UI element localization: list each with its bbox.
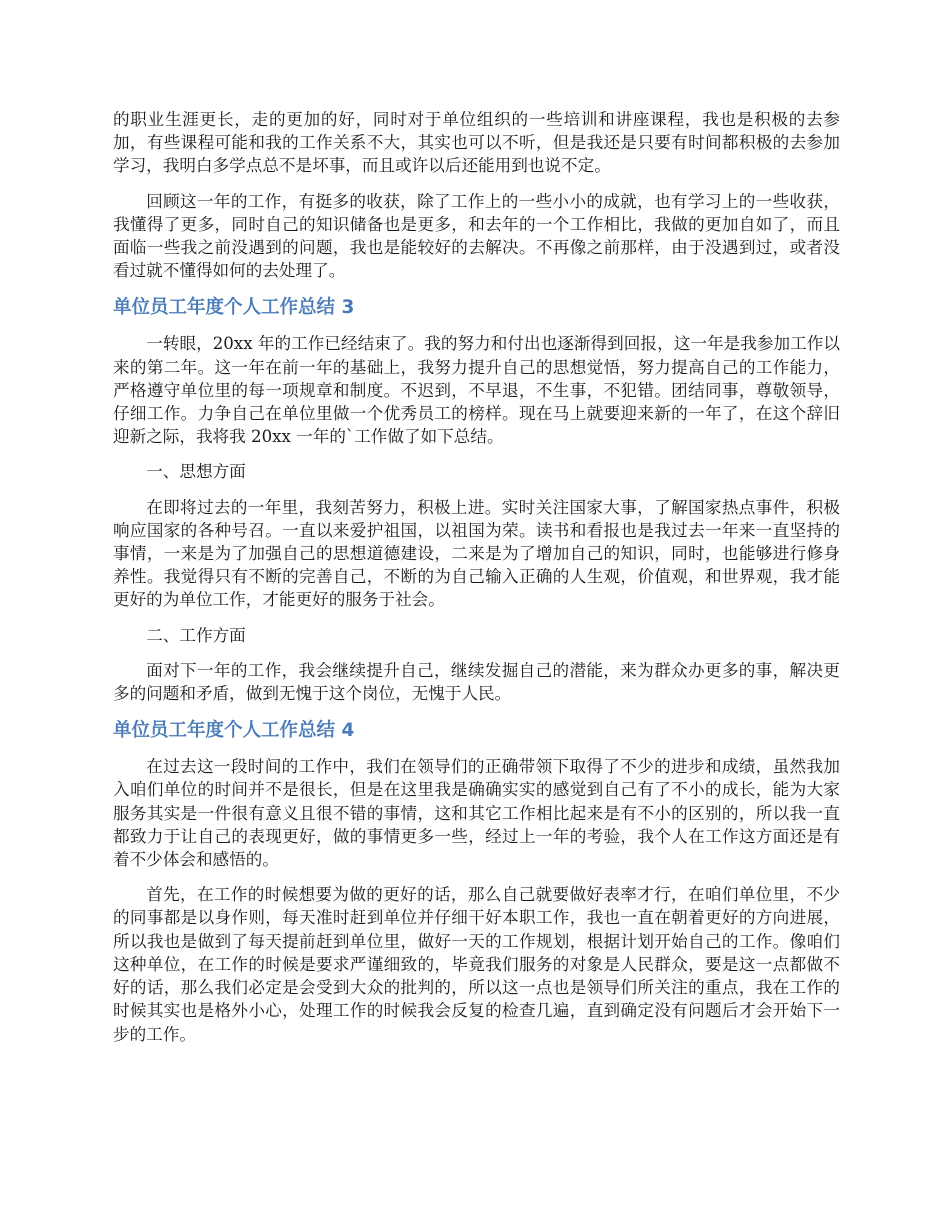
subheading: 一、思想方面 <box>146 462 246 482</box>
paragraph: 面对下一年的工作，我会继续提升自己，继续发掘自己的潜能，来为群众办更多的事，解决更多的问题和矛盾，做到无愧于这个岗位，无愧于人民。 <box>113 660 840 704</box>
paragraph: 回顾这一年的工作，有挺多的收获，除了工作上的一些小小的成就，也有学习上的一些收获，我懂得了更多，同时自己的知识储备也是更多，和去年的一个工作相比，我做的更加自如了，而且面临一些我之前没遇到的问题，我也是能较好的去解决。不再像之前那样，由于没遇到过，或者没看过就不懂得如何的去处理了。 <box>113 191 840 281</box>
document-page <box>113 108 840 1058</box>
subheading: 二、工作方面 <box>146 625 246 645</box>
paragraph: 在即将过去的一年里，我刻苦努力，积极上进。实时关注国家大事，了解国家热点事件，积极响应国家的各种号召。一直以来爱护祖国，以祖国为荣。读书和看报也是我过去一年来一直坚持的事情，一来是为了加强自己的思想道德建设，二来是为了增加自己的知识，同时，也能够进行修身养性。我觉得只有不断的完善自己，不断的为自己输入正确的人生观，价值观，和世界观，我才能更好的为单位工作，才能更好的服务于社会。 <box>113 497 840 610</box>
paragraph: 首先，在工作的时候想要为做的更好的话，那么自己就要做好表率才行，在咱们单位里，不少的同事都是以身作则，每天准时赶到单位并仔细干好本职工作，我也一直在朝着更好的方向进展，所以我也是做到了每天提前赶到单位里，做好一天的工作规划，根据计划开始自己的工作。像咱们这种单位，在工作的时候是要求严谨细致的，毕竟我们服务的对象是人民群众，要是这一点都做不好的话，那么我们必定是会受到大众的批判的，所以这一点也是领导们所关注的重点，我在工作的时候其实也是格外小心，处理工作的时候我会反复的检查几遍，直到确定没有问题后才会开始下一步的工作。 <box>113 885 840 1044</box>
paragraph: 在过去这一段时间的工作中，我们在领导们的正确带领下取得了不少的进步和成绩，虽然我加入咱们单位的时间并不是很长，但是在这里我是确确实实的感觉到自己有了不小的成长，能为大家服务其实是一件很有意义且很不错的事情，这和其它工作相比起来是有不小的区别的，所以我一直都致力于让自己的表现更好，做的事情更多一些，经过上一年的考验，我个人在工作这方面还是有着不少体会和感悟的。 <box>113 757 840 870</box>
paragraph: 一转眼，20xx 年的工作已经结束了。我的努力和付出也逐渐得到回报，这一年是我参加工作以来的第二年。这一年在前一年的基础上，我努力提升自己的思想觉悟，努力提高自己的工作能力，严格遵守单位里的每一项规章和制度。不迟到，不早退，不生事，不犯错。团结同事，尊敬领导，仔细工作。力争自己在单位里做一个优秀员工的榜样。现在马上就要迎来新的一年了，在这个辞旧迎新之际，我将我 20xx 一年的`工作做了如下总结。 <box>113 334 840 447</box>
paragraph: 的职业生涯更长，走的更加的好，同时对于单位组织的一些培训和讲座课程，我也是积极的去参加，有些课程可能和我的工作关系不大，其实也可以不听，但是我还是只要有时间都积极的去参加学习，我明白多学点总不是坏事，而且或许以后还能用到也说不定。 <box>113 110 840 176</box>
section-heading: 单位员工年度个人工作总结 3 <box>113 297 355 319</box>
section-heading: 单位员工年度个人工作总结 4 <box>113 720 355 742</box>
